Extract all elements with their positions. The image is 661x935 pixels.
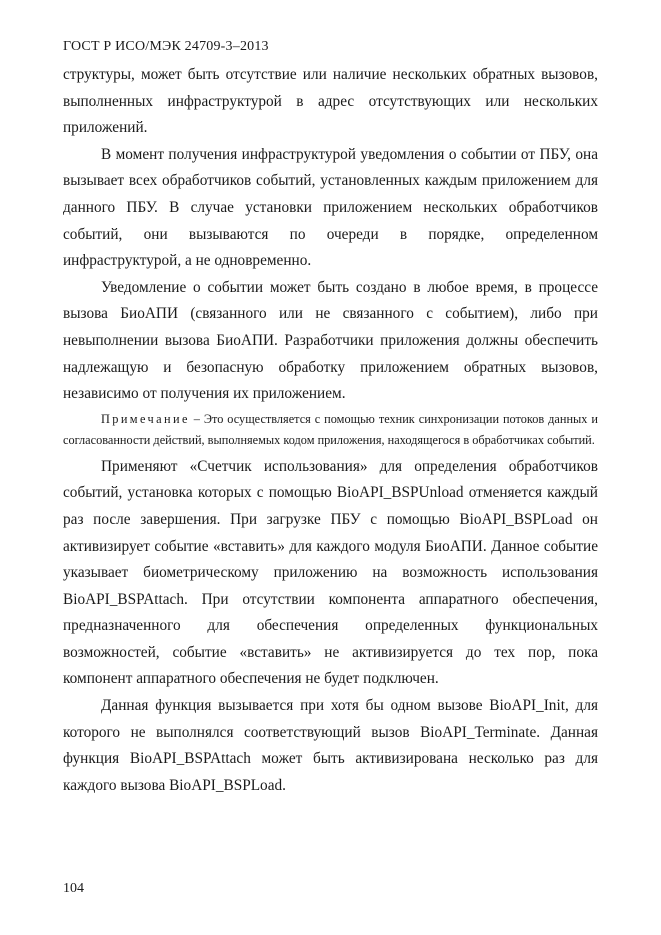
paragraph-continuation: структуры, может быть отсутствие или наличие нескольких обратных вызовов, выполненных инфраструктурой в адрес отсутствующих или нескольких приложений. (63, 66, 598, 137)
paragraph-event-notification: В момент получения инфраструктурой уведомления о событии от ПБУ, она вызывает всех обработчиков событий, установленных каждым приложением для данного ПБУ. В случае установки приложением нескольких обработчиков событий, они вызываются по очереди в порядке, определенном инфраструктурой, а не одновременно. (63, 145, 598, 270)
page-number: 104 (63, 881, 84, 896)
note-label: Примечание (101, 411, 190, 426)
paragraph-function-call: Данная функция вызывается при хотя бы одном вызове BioAPI_Init, для которого не выполнялся соответствующий вызов BioAPI_Terminate. Данная функция BioAPI_BSPAttach может быть активизирована несколько раз для каждого вызова BioAPI_BSPLoad. (63, 697, 598, 794)
document-body (63, 62, 598, 799)
paragraph-usage-counter: Применяют «Счетчик использования» для определения обработчиков событий, установка которых с помощью BioAPI_BSPUnload отменяется каждый раз после завершения. При загрузке ПБУ с помощью BioAPI_BSPLoad он активизирует событие «вставить» для каждого модуля БиоАПИ. Данное событие указывает биометрическому приложению на возможность использования BioAPI_BSPAttach. При отсутствии компонента аппаратного обеспечения, предназначенного для обеспечения определенных функциональных возможностей, событие «вставить» не активизируется до тех пор, пока компонент аппаратного обеспечения не будет подключен. (63, 457, 598, 688)
paragraph-event-timing: Уведомление о событии может быть создано в любое время, в процессе вызова БиоАПИ (связанного или не связанного с событием), либо при невыполнении вызова БиоАПИ. Разработчики приложения должны обеспечить надлежащую и безопасную обработку приложением обратных вызовов, независимо от получения их приложением. (63, 278, 598, 403)
note (63, 409, 598, 452)
note-text: – Это осуществляется с помощью техник синхронизации потоков данных и согласованности действий, выполняемых кодом приложения, находящегося в обработчиках событий. (63, 411, 598, 448)
document-header: ГОСТ Р ИСО/МЭК 24709-3–2013 (63, 39, 269, 54)
